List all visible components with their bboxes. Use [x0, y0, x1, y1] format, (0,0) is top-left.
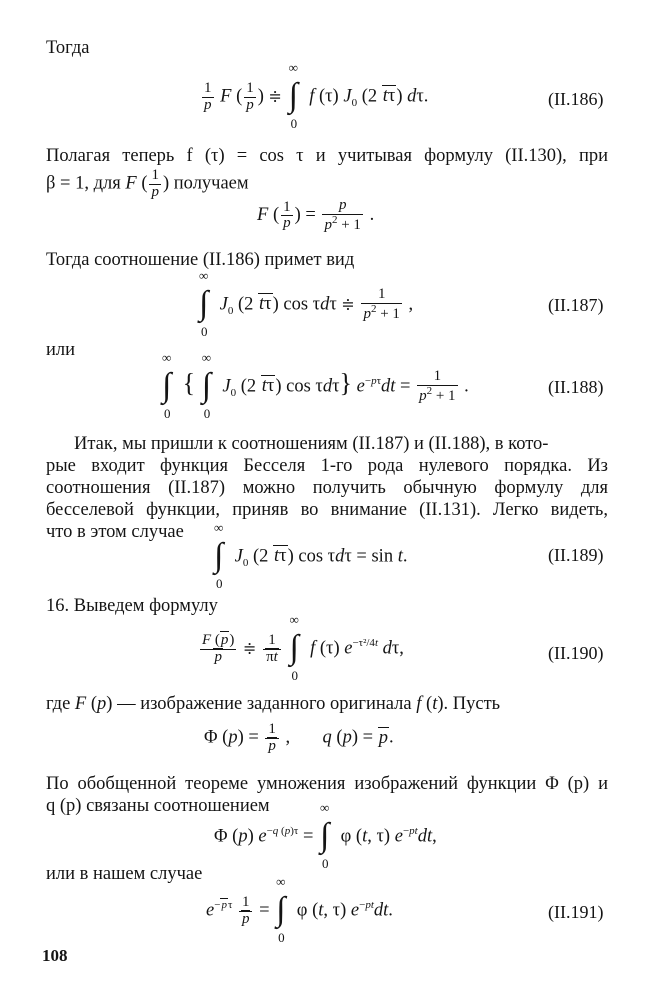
paragraph-line: бесселевой функции, приняв во внимание (II.131). Легко видеть,	[46, 500, 608, 520]
paragraph-line: β = 1, для F ( $\frac{1}{p}$ ) получаем	[46, 167, 249, 200]
equation-ii-186: $\frac{1}{p}$ F ( $\frac{1}{p}$ ) ≑ ∞ ∫ 0 f (τ) $J_0$ (2 tτ) dτ.	[204, 60, 429, 131]
text-fragment: — изображение заданного оригинала	[117, 694, 412, 714]
integral-sign: ∞ ∫ 0	[288, 60, 298, 131]
paragraph-line: рые входит функция Бесселя 1-го рода нулевого порядка. Из	[46, 456, 608, 476]
text-ili: или	[46, 340, 76, 360]
text-fragment: β = 1, для	[46, 173, 121, 194]
equation-ii-188: ∞ ∫ 0 { ∞ ∫ 0 $J_0$ (2 tτ) cos τdτ} $e^{-p\tau}dt$ = $\frac{1}{p^2 + 1}$ .	[162, 350, 469, 421]
paragraph-line: Итак, мы пришли к соотношениям (II.187) и (II.188), в кото-	[74, 434, 549, 454]
equation-ii-187: ∞ ∫ 0 $J_0$ (2 tτ) cos τdτ ≑ $\frac{1}{p^2 + 1}$ ,	[199, 268, 414, 339]
paragraph-line: q (p) связаны соотношением	[46, 796, 270, 816]
equation-number: (II.188)	[548, 377, 604, 397]
equation-number: (II.190)	[548, 643, 604, 663]
paragraph-line: Тогда соотношение (II.186) примет вид	[46, 250, 355, 270]
page-number: 108	[42, 946, 68, 965]
equation-f-of-one-over-p: F ( $\frac{1}{p}$ ) = $\frac{p}{p^2 + 1}$ .	[257, 197, 375, 233]
equation-multiplication-theorem: Φ (p) $e^{-q (p)\tau}$ = ∞ ∫ 0 φ (t, τ) $e^{-pt}dt$,	[214, 800, 437, 871]
equation-number: (II.191)	[548, 902, 604, 922]
equation-ii-189: ∞ ∫ 0 $J_0$ (2 tτ) cos τdτ = sin t.	[214, 520, 408, 591]
paragraph-line: По обобщенной теореме умножения изображений функции Φ (p) и	[46, 774, 608, 794]
equation-ii-190: $\frac{F (p)}{p}$ ≑ $\frac{1}{\pi t}$ ∞ ∫ 0 f (τ) $e^{-\tau^2/4t}$ dτ,	[202, 612, 404, 683]
paragraph-line: соотношения (II.187) можно получить обычную формулу для	[46, 478, 608, 498]
equation-ii-191: $e^{-p\tau}$ $\frac{1}{p}$ = ∞ ∫ 0 φ (t, τ) $e^{-pt}dt$.	[206, 874, 393, 945]
text-fragment: . Пусть	[443, 694, 501, 714]
fraction: $\frac{1}{p}$	[204, 79, 212, 113]
text-fragment: получаем	[173, 173, 249, 194]
equation-number: (II.189)	[548, 545, 604, 565]
paragraph-line: что в этом случае	[46, 522, 184, 542]
paragraph-line: Полагая теперь f (τ) = cos τ и учитывая формулу (II.130), при	[46, 146, 608, 166]
equation-number: (II.187)	[548, 295, 604, 315]
text-fragment: где	[46, 694, 71, 714]
paragraph-line: где F (p) — изображение заданного оригинала f (t). Пусть	[46, 694, 501, 714]
paragraph-line: или в нашем случае	[46, 864, 203, 884]
equation-number: (II.186)	[548, 89, 604, 109]
equation-phi-q: Φ (p) = $\frac{1}{p}$ , q (p) = p.	[204, 721, 394, 754]
text-togda: Тогда	[46, 38, 90, 58]
section-heading: 16. Выведем формулу	[46, 596, 218, 616]
